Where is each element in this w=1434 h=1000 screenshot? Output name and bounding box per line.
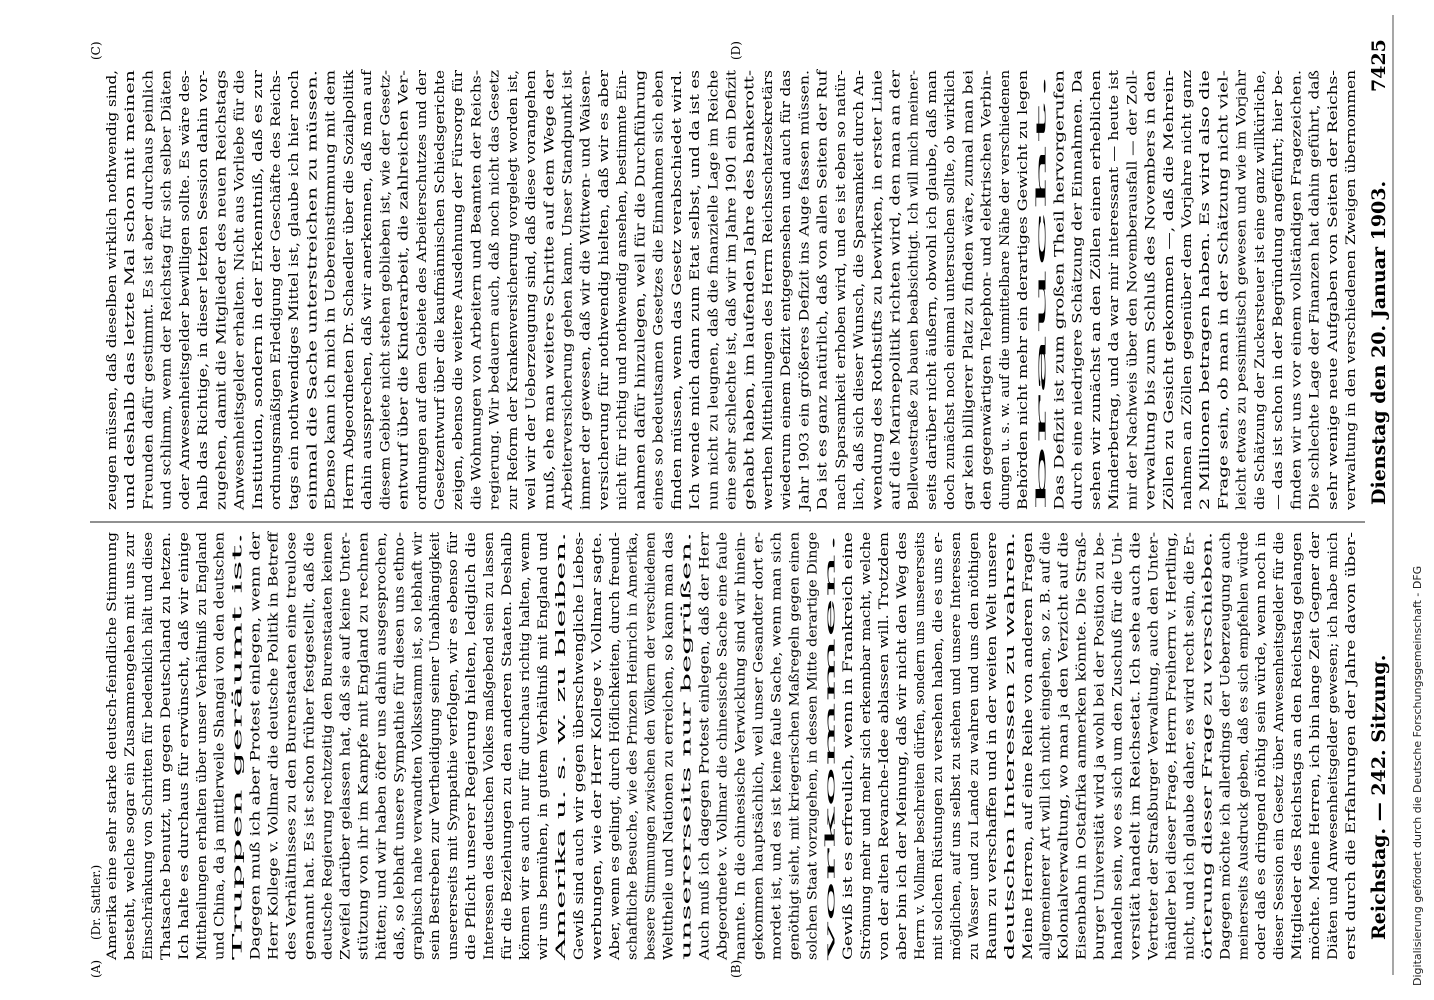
text-line: dungen u. s. w. auf die unmittelbare Nähe der verschiedenen — [997, 106, 1013, 510]
text-line: hätten; und wir haben öfter uns dahin ausgesprochen, — [374, 601, 390, 960]
text-line: und schlimm, wenn der Reichstag für sich selber Diäten — [159, 139, 175, 510]
text-line: meinerseits Ausdruck geben, daß es sich empfehlen würde — [1236, 570, 1252, 960]
text-line: gehabt haben, im laufenden Jahre des bankerott- — [742, 186, 758, 510]
text-line: Gesetzentwurf über die kaufmännischen Schiedsgerichte — [433, 131, 448, 510]
text-line: leicht etwas zu pessimistisch gewesen und wie im Vorjahr — [1234, 127, 1250, 510]
text-line: für die Beziehungen zu den anderen Staaten. Deshalb — [500, 603, 515, 960]
text-line: Anwesenheitsgelder erhalten. Nicht aus Vorliebe für die — [232, 138, 248, 510]
text-line: Behörden nicht mehr ein derartiges Gewicht zu legen — [1016, 154, 1031, 510]
text-line: versität handelt im Reichsetat. Ich sehe auch die — [1128, 637, 1144, 960]
text-line: Zweifel darüber gelassen hat, daß sie auf keine Unter- — [338, 599, 354, 960]
text-line: Freunden dafür gestimmt. Es ist aber durchaus peinlich — [141, 139, 157, 510]
text-line: Da ist es ganz natürlich, daß von allen Seiten der Ruf — [815, 157, 831, 510]
text-line: zu Wasser und zu Lande zu wahren und uns den nöthigen — [966, 579, 982, 960]
text-line: schaftliche Besuche, wie des Prinzen Heinrich in Amerika, — [625, 573, 641, 960]
text-line: Vertreter der Straßburger Verwaltung, auch den Unter- — [1146, 592, 1162, 960]
text-line: Institution, sondern in der Erkenntniß, daß es zur — [250, 180, 266, 510]
text-line: versicherung für nothwendig hielten, daß wir es aber — [597, 156, 612, 510]
text-line: Thatsache benutzt, um gegen Deutschland zu hetzen. — [158, 605, 174, 960]
text-line: genannt hat. Es ist schon früher festgestellt, daß die — [302, 612, 318, 960]
text-line: deutsche Regierung rechtzeitig den Burenstaaten keinen — [320, 582, 336, 960]
text-line: auf die Marinepolitik richten wird, den man an der — [888, 174, 904, 510]
text-line: örterung dieser Frage zu verschieben. — [1200, 706, 1216, 960]
text-line: nahmen an Zöllen gegenüber dem Vorjahre nicht ganz — [1180, 150, 1195, 510]
text-line: entwurf über die Kinderarbeit, die zahlreichen Ver- — [396, 171, 412, 510]
text-line: Ebenso kann ich mich in Uebereinstimmung mit dem — [323, 158, 339, 510]
text-line: Herrn Abgeordneten Dr. Schaedler über die Sozialpolitik — [341, 134, 357, 510]
text-line: einmal die Sache unterstreichen zu müssen. — [305, 217, 321, 510]
text-line: Abgeordnete v. Vollmar die chinesische Sache eine faule — [715, 587, 731, 960]
text-line: zugehen, damit die Mitglieder des neuen Reichstags — [214, 163, 230, 510]
text-line: dahin aussprechen, daß wir anerkennen, daß man auf — [360, 153, 376, 510]
text-line: graphisch nahe verwandten Volksstamm ist, so lebhaft wir — [410, 573, 426, 960]
text-line: Das Defizit ist zum großen Theil hervorgerufen — [1052, 198, 1068, 510]
text-line: des Verhältnisses zu den Burenstaaten eine treulose — [284, 614, 300, 960]
text-line: wendung des Rothstifts zu bewirken, in erster Linie — [870, 167, 886, 510]
text-line: Truppen geräumt ist. — [230, 819, 246, 960]
margin-mark-a: (A) — [89, 959, 103, 978]
text-line: braucht. — [1034, 454, 1050, 510]
text-line: burger Universität wird ja wohl bei der Position zu be- — [1092, 600, 1108, 960]
text-line: allgemeinerer Art will ich nicht eingehen, so z. B. auf die — [1038, 583, 1054, 960]
text-line: sehr wenige neue Aufgaben von Seiten der Reichs- — [1325, 173, 1341, 510]
text-line: seits darüber nicht äußern, obwohl ich glaube, daß man — [924, 139, 940, 510]
text-line: Zöllen zu Gesicht gekommen —, daß die Mehrein- — [1161, 180, 1177, 510]
text-line: eines so bedeutsamen Gesetzes die Einnahmen sich eben — [651, 131, 667, 510]
text-line: zeugen müssen, daß dieselben wirklich nothwendig sind, — [105, 133, 120, 510]
text-line: stützung von ihr im Kampfe mit England zu rechnen — [356, 614, 372, 960]
text-line: immer der gewesen, daß wir die Wittwen- und Waisen- — [578, 148, 594, 510]
text-line: Herrn v. Vollmar beschreiten dürfen, sondern uns unsererseits — [913, 546, 928, 960]
text-column-left — [105, 530, 1359, 965]
text-line: wir uns bemühen, in gutem Verhältniß mit England und — [536, 591, 551, 960]
text-line: Frage sein, ob man in der Schätzung nicht viel- — [1216, 196, 1232, 510]
text-line: Kolonialverwaltung, wo man ja den Verzicht auf die — [1056, 620, 1072, 960]
text-line: nach Sparsamkeit erhoben wird, und es ist eben so natür- — [833, 127, 849, 510]
text-line: Bellevuestraße zu bauen beabsichtigt. Ich will mich meiner- — [906, 113, 922, 510]
text-line: vorkommen. — [823, 878, 839, 960]
text-line: wiederum einem Defizit entgegensehen und auch für das — [779, 132, 795, 510]
text-line: nannte. In die chinesische Verwicklung sind wir hinein- — [733, 594, 749, 960]
text-line: Welttheile und Nationen zu erreichen, so kann man das — [661, 593, 677, 960]
text-line: die Schätzung der Zuckersteuer ist eine ganz willkürliche, — [1252, 123, 1268, 510]
text-line: Dagegen muß ich aber Protest einlegen, wenn der — [248, 627, 264, 960]
text-line: Amerika u. s. w. zu bleiben. — [553, 778, 569, 960]
text-line: unsererseits mit Sympathie verfolgen, wir es ebenso für — [446, 589, 462, 960]
text-line: Diäten und Anwesenheitsgelder gewesen; ich habe mich — [1326, 586, 1341, 960]
text-line: Eisenbahn in Ostafrika anmerken könnte. Die Straß- — [1074, 613, 1090, 960]
text-line: Ich wende mich dann zum Etat selbst, und da ist es — [688, 170, 704, 510]
credit-text: Digitalisierung gefördert durch die Deutsche Forschungsgemeinschaft - DFG — [1411, 565, 1424, 986]
margin-mark-b: (B) — [729, 959, 743, 978]
text-line: zeigen, ebenso die weitere Ausdehnung der Fürsorge für — [451, 133, 467, 510]
margin-mark-c: (C) — [89, 41, 103, 60]
text-line: Meine Herren, auf eine Reihe von anderen Fragen — [1020, 626, 1036, 960]
text-line: können wir es auch nur für durchaus richtig halten, wenn — [518, 577, 533, 960]
text-line: händler bei dieser Frage, Herrn Freiherrn v. Hertling, — [1164, 602, 1180, 960]
text-line: nicht, und ich glaube daher, es wird recht sein, die Er- — [1182, 600, 1198, 960]
text-line: eine sehr schlechte ist, daß wir im Jahre 1901 ein Defizit — [724, 134, 740, 510]
text-line: mordet ist, und es ist keine faule Sache, wenn man sich — [769, 592, 785, 960]
text-line: diesem Gebiete nicht stehen geblieben ist, wie der Gesetz- — [378, 122, 394, 510]
text-line: möglichen, auf uns selbst zu stehen und unsere Interessen — [949, 572, 964, 960]
text-line: und China, da ja mittlerweile Shangai von den deutschen — [212, 581, 228, 960]
text-line: Interessen des deutschen Volkes maßgebend sein zu lassen — [482, 567, 498, 960]
text-line: Einschränkung von Schritten für bedenklich hält und diese — [140, 569, 156, 960]
header-left: Reichstag. — 242. Sitzung. — [1368, 654, 1390, 940]
text-line: ordnungsmäßigen Erledigung der Geschäfte des Reichs- — [269, 136, 284, 510]
text-line: Amerika eine sehr starke deutsch-feindliche Stimmung — [105, 596, 120, 960]
text-line: Herr Kollege v. Vollmar die deutsche Politik in Betreff — [266, 606, 282, 960]
text-line: die Pflicht unserer Regierung hielten, lediglich die — [464, 625, 480, 960]
text-line: sehen wir zunächst an den Zöllen einen erheblichen — [1088, 165, 1104, 510]
text-line: den gegenwärtigen Telephon- und elektrischen Verbin- — [979, 147, 995, 510]
text-line: weil wir der Ueberzeugung sind, daß diese vorangehen — [524, 144, 540, 510]
text-line: ordnungen auf dem Gebiete des Arbeiterschutzes und der — [414, 126, 430, 510]
text-line: nahmen dafür hinzulegen, weil für die Durchführung — [633, 160, 649, 510]
text-line: die Wohnungen von Arbeitern und Beamten der Reichs- — [469, 141, 485, 510]
text-line: werbungen, wie der Herr Kollege v. Vollmar sagte. — [589, 626, 605, 960]
text-line: Mittheilungen erhalten über unser Verhältniß zu England — [194, 579, 210, 960]
text-line: gekommen hauptsächlich, weil unser Gesandter dort er- — [751, 587, 767, 960]
text-line: durch eine niedrigere Schätzung der Einnahmen. Da — [1070, 160, 1086, 510]
text-line: Auch muß ich dagegen Protest einlegen, daß der Herr — [697, 601, 713, 960]
text-line: 2 Millionen betragen haben. Es wird also die — [1198, 213, 1214, 510]
text-line: mir der Nachweis über den Novemberausfall — der Zoll- — [1125, 135, 1141, 510]
text-line: genöthigt sieht, mit kriegerischen Maßregeln gegen einen — [787, 574, 803, 960]
speaker-tag: (Dr. Sattler.) — [89, 864, 103, 940]
text-line: nicht für richtig und nothwendig ansehen, bestimmte Ein- — [615, 126, 631, 510]
text-line: Mitglieder des Reichstags an den Reichstag gelangen — [1290, 604, 1306, 960]
text-line: doch zunächst noch einmal untersuchen sollte, ob wirklich — [943, 122, 959, 510]
text-line: tags ein nothwendiges Mittel ist, glaube ich hier noch — [287, 153, 303, 510]
text-line: und deshalb das letzte Mal schon mit meinen — [123, 211, 139, 510]
text-line: Minderbetrag, und da war mir interessant — heute ist — [1107, 151, 1123, 510]
text-line: Strömung mehr und mehr sich erkennbar macht, welche — [859, 584, 875, 960]
header-right: Dienstag den 20. Januar 1903. — [1368, 180, 1390, 505]
text-line: deutschen Interessen zu wahren. — [1002, 740, 1018, 960]
text-line: dieser Session ein Gesetz über Anwesenheitsgelder für die — [1272, 571, 1288, 960]
page-number: 7425 — [1368, 39, 1390, 92]
text-line: oder daß es dringend nöthig sein würde, wenn noch in — [1254, 598, 1270, 960]
margin-mark-d: (D) — [729, 41, 743, 60]
text-line: Jahr 1903 ein größeres Defizit ins Auge fassen müssen. — [797, 144, 813, 510]
text-line: verwaltung bis zum Schluß des Novembers in den — [1143, 178, 1159, 510]
text-line: Aber, wenn es gelingt, durch Höflichkeiten, durch freund- — [607, 578, 623, 960]
text-line: verwaltung in den verschiedenen Zweigen übernommen — [1344, 138, 1359, 510]
text-line: regierung. Wir bedauern auch, daß noch nicht das Gesetz — [487, 128, 503, 510]
text-line: zur Reform der Krankenversicherung vorgelegt worden ist, — [505, 117, 521, 510]
text-line: nun nicht zu leugnen, daß die finanzielle Lage im Reiche — [706, 135, 722, 510]
text-line: bessere Stimmungen zwischen den Völkern der verschiedenen — [643, 546, 659, 960]
text-line: möchte. Meine Herren, ich bin lange Zeit Gegner der — [1308, 607, 1324, 960]
text-line: werthen Mittheilungen des Herrn Reichsschatzsekretärs — [760, 134, 776, 510]
text-line: Arbeiterversicherung gehen kann. Unser Standpunkt ist — [560, 138, 576, 510]
text-line: Ich halte es durchaus für erwünscht, daß wir einige — [176, 617, 192, 960]
text-line: Die schlechte Lage der Finanzen hat dahin geführt, daß — [1307, 140, 1323, 510]
text-line: unsererseits nur begrüßen. — [679, 779, 695, 960]
text-line: mit solchen Rüstungen zu versehen haben, die es uns er- — [931, 583, 946, 960]
text-line: oder Anwesenheitsgelder bewilligen sollte. Es wäre des- — [177, 137, 193, 510]
text-line: Raum zu verschaffen und in der weiten Welt unsere — [984, 618, 1000, 960]
text-line: aber bin ich der Meinung, daß wir nicht den Weg des — [895, 608, 911, 960]
text-line: von der alten Revanche-Idee ablassen will. Trotzdem — [877, 610, 893, 960]
text-line: Gewiß sind auch wir gegen überschwengliche Liebes- — [571, 604, 587, 960]
text-line: — das ist schon in der Begründung angeführt; hier be- — [1271, 149, 1287, 510]
text-line: finden wir uns vor einem vollständigen Fragezeichen. — [1289, 155, 1305, 510]
text-line: muß, ehe man weitere Schritte auf dem Wege der — [542, 180, 558, 510]
text-line: sein Bestreben zur Vertheidigung seiner Unabhängigkeit — [428, 583, 444, 960]
text-column-right — [105, 69, 1359, 513]
text-line: solchen Staat vorzugehen, in dessen Mitte derartige Dinge — [805, 570, 821, 960]
digitization-credit — [1404, 8, 1430, 992]
text-line: daß, so lebhaft unsere Sympathie für diesen uns ethno- — [392, 594, 408, 960]
text-line: lich, daß sich dieser Wunsch, die Sparsamkeit durch An- — [852, 137, 867, 510]
text-line: gar kein billigerer Platz zu finden wäre, zumal man bei — [961, 146, 977, 510]
text-line: Dagegen möchte ich allerdings der Ueberzeugung auch — [1218, 591, 1234, 960]
text-line: erst durch die Erfahrungen der Jahre davon über- — [1344, 630, 1359, 960]
text-line: Gewiß ist es erfreulich, wenn in Frankreich eine — [841, 640, 857, 960]
text-line: finden müssen, wenn das Gesetz verabschiedet wird. — [669, 160, 685, 510]
text-line: besteht, welche sogar ein Zusammengehen mit uns zur — [123, 594, 138, 960]
text-line: handeln sein, wo es sich um den Zuschuß für die Uni- — [1110, 605, 1126, 960]
text-line: halb das Richtige, in dieser letzten Session dahin vor- — [196, 154, 212, 510]
